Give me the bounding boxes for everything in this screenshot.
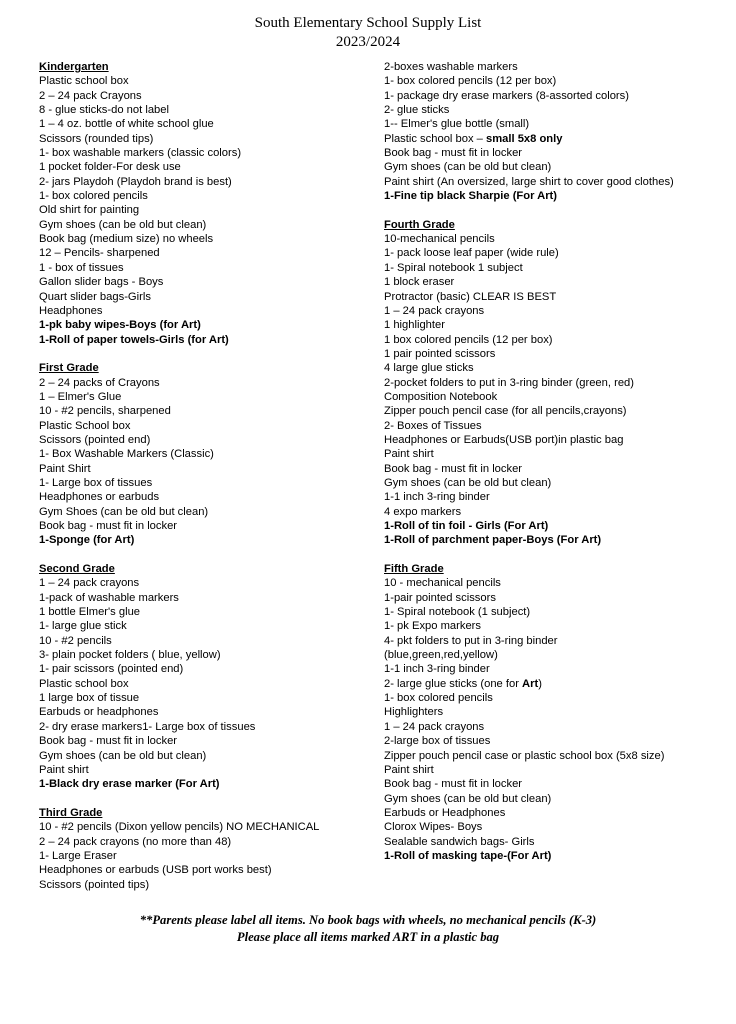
list-item: Highlighters — [384, 706, 444, 719]
left-column — [39, 60, 379, 906]
list-item: Protractor (basic) CLEAR IS BEST — [384, 290, 557, 303]
list-item-text: 2- large glue sticks (one for — [384, 677, 523, 690]
section-heading: Third Grade — [39, 806, 103, 819]
list-item: 2 – 24 packs of Crayons — [39, 376, 160, 389]
list-item: 2- jars Playdoh (Playdoh brand is best) — [39, 175, 232, 188]
document-title — [0, 14, 736, 52]
list-item: Quart slider bags-Girls — [39, 290, 151, 303]
list-item: 2 – 24 pack crayons (no more than 48) — [39, 835, 232, 848]
list-item: 1- Large box of tissues — [39, 476, 153, 489]
section-heading: Fifth Grade — [384, 563, 444, 576]
list-item: Book bag - must fit in locker — [39, 735, 178, 748]
list-item: 10 - mechanical pencils — [384, 577, 501, 590]
list-item: 3- plain pocket folders ( blue, yellow) — [39, 649, 221, 662]
list-item: 4- pkt folders to put in 3-ring binder — [384, 634, 558, 647]
list-item: 12 – Pencils- sharpened — [39, 247, 160, 260]
footer-line-art-bag: Please place all items marked ART in a plastic bag — [236, 930, 500, 944]
list-item-art: 1-Roll of masking tape-(For Art) — [384, 849, 552, 862]
list-item: 10 - #2 pencils, sharpened — [39, 405, 171, 418]
list-item: 1- box colored pencils — [384, 692, 493, 705]
list-item: Plastic School box — [39, 419, 131, 432]
list-item: Old shirt for painting — [39, 204, 140, 217]
list-item: 1- box colored pencils (12 per box) — [384, 75, 557, 88]
list-item — [384, 677, 729, 691]
list-item: 1 pocket folder-For desk use — [39, 161, 181, 174]
list-item: 1- pair scissors (pointed end) — [39, 663, 184, 676]
list-item: 1 - box of tissues — [39, 261, 124, 274]
list-item: Book bag - must fit in locker — [384, 778, 523, 791]
list-item: Sealable sandwich bags- Girls — [384, 835, 535, 848]
list-item: 1 – 24 pack crayons — [384, 304, 485, 317]
list-item: 1- box washable markers (classic colors) — [39, 147, 242, 160]
section-fifth-grade — [384, 562, 729, 863]
list-item: Book bag - must fit in locker — [39, 520, 178, 532]
list-item: 10 - #2 pencils (Dixon yellow pencils) NO MECHANICAL — [39, 821, 320, 834]
list-item: 1- pack loose leaf paper (wide rule) — [384, 247, 559, 260]
list-item: Headphones or earbuds — [39, 491, 160, 504]
list-item: 2 – 24 pack Crayons — [39, 89, 142, 102]
list-item: Book bag - must fit in locker — [384, 462, 523, 475]
list-item: 1 highlighter — [384, 319, 445, 332]
list-item: Scissors (pointed end) — [39, 433, 151, 446]
list-item: 2-boxes washable markers — [384, 61, 518, 73]
list-item: 1 – 24 pack crayons — [384, 720, 485, 733]
list-item: Gym shoes (can be old but clean) — [39, 218, 207, 231]
list-item: Zipper pouch pencil case or plastic school box (5x8 size) — [384, 749, 665, 762]
list-item-art: 1-Roll of paper towels-Girls (for Art) — [39, 333, 229, 346]
section-heading: Second Grade — [39, 563, 115, 576]
list-item: Headphones — [39, 304, 103, 317]
list-item: Headphones or earbuds (USB port works best) — [39, 864, 272, 877]
right-column — [384, 60, 729, 878]
list-item: 2-large box of tissues — [384, 735, 491, 748]
list-item: 1 bottle Elmer's glue — [39, 606, 141, 619]
list-item: Paint shirt — [39, 763, 89, 776]
list-item: Scissors (rounded tips) — [39, 132, 154, 145]
list-item: Gallon slider bags - Boys — [39, 276, 164, 289]
list-item: 1-- Elmer's glue bottle (small) — [384, 118, 530, 131]
list-item-emphasis: small 5x8 only — [485, 132, 563, 145]
list-item-art: 1-Sponge (for Art) — [39, 534, 135, 547]
list-item: Plastic school box — [39, 677, 129, 690]
list-item: 1 pair pointed scissors — [384, 347, 496, 360]
footer-note — [0, 912, 736, 946]
list-item: 1 – 4 oz. bottle of white school glue — [39, 118, 214, 131]
list-item-text: Plastic school box – — [384, 132, 486, 145]
title-year: 2023/2024 — [335, 34, 401, 50]
list-item-art: 1-Black dry erase marker (For Art) — [39, 778, 220, 791]
list-item: 1-pack of washable markers — [39, 591, 179, 604]
list-item-art: 1-Roll of parchment paper-Boys (For Art) — [384, 534, 602, 547]
list-item: (blue,green,red,yellow) — [384, 649, 498, 662]
list-item: Gym shoes (can be old but clean) — [384, 476, 552, 489]
list-item: Scissors (pointed tips) — [39, 878, 150, 891]
section-heading: Fourth Grade — [384, 218, 455, 231]
list-item: 10 - #2 pencils — [39, 634, 112, 647]
list-item: 4 expo markers — [384, 505, 462, 518]
list-item: Earbuds or Headphones — [384, 806, 506, 819]
section-third-grade — [39, 806, 379, 892]
list-item: 1-1 inch 3-ring binder — [384, 663, 490, 676]
list-item: 1 box colored pencils (12 per box) — [384, 333, 553, 346]
section-fourth-grade — [384, 218, 729, 548]
list-item: Book bag - must fit in locker — [384, 147, 523, 160]
list-item: 1- pk Expo markers — [384, 620, 481, 633]
list-item-text: ) — [538, 677, 542, 690]
list-item: Book bag (medium size) no wheels — [39, 233, 214, 246]
list-item: 1- package dry erase markers (8-assorted colors) — [384, 89, 629, 102]
list-item-art: 1-Fine tip black Sharpie (For Art) — [384, 190, 558, 203]
list-item: Gym shoes (can be old but clean) — [384, 161, 552, 174]
list-item: 1- Spiral notebook (1 subject) — [384, 606, 531, 619]
list-item: 1- large glue stick — [39, 620, 127, 633]
list-item: Plastic school box — [39, 75, 129, 88]
list-item: 1- Box Washable Markers (Classic) — [39, 448, 214, 461]
list-item: Composition Notebook — [384, 390, 498, 403]
footer-line-label-items: **Parents please label all items. No book bags with wheels, no mechanical pencils (K-3) — [139, 913, 597, 927]
list-item: Headphones or Earbuds(USB port)in plastic bag — [384, 433, 624, 446]
section-heading: First Grade — [39, 362, 99, 375]
section-second-grade — [39, 562, 379, 792]
section-third-grade-continued — [384, 60, 729, 203]
list-item: Paint shirt — [384, 763, 434, 776]
list-item: Zipper pouch pencil case (for all pencils,crayons) — [384, 405, 627, 418]
list-item: 2- dry erase markers1- Large box of tissues — [39, 720, 256, 733]
list-item: Gym shoes (can be old but clean) — [39, 749, 207, 762]
list-item: 1- Spiral notebook 1 subject — [384, 261, 523, 274]
list-item: 8 - glue sticks-do not label — [39, 104, 169, 117]
list-item-emphasis: Art — [522, 677, 539, 690]
list-item: 4 large glue sticks — [384, 362, 474, 375]
list-item: Gym Shoes (can be old but clean) — [39, 505, 209, 518]
list-item — [384, 132, 729, 146]
list-item: 1 – Elmer's Glue — [39, 390, 122, 403]
list-item: 2-pocket folders to put in 3-ring binder (green, red) — [384, 376, 634, 389]
list-item: Paint shirt — [384, 448, 434, 461]
list-item: 1 large box of tissue — [39, 692, 140, 705]
list-item-art: 1-pk baby wipes-Boys (for Art) — [39, 319, 201, 332]
list-item: 2- Boxes of Tissues — [384, 419, 482, 432]
list-item: 1- box colored pencils — [39, 190, 148, 203]
list-item: 10-mechanical pencils — [384, 233, 495, 246]
list-item: 2- glue sticks — [384, 104, 450, 117]
list-item: 1-pair pointed scissors — [384, 591, 496, 604]
list-item: Paint Shirt — [39, 462, 91, 475]
list-item-art: 1-Roll of tin foil - Girls (For Art) — [384, 520, 549, 532]
list-item: 1 – 24 pack crayons — [39, 577, 140, 590]
list-item: Gym shoes (can be old but clean) — [384, 792, 552, 805]
list-item: 1- Large Eraser — [39, 849, 117, 862]
list-item: Earbuds or headphones — [39, 706, 159, 719]
section-kindergarten — [39, 60, 379, 347]
list-item: Paint shirt (An oversized, large shirt to cover good clothes) — [384, 175, 674, 188]
list-item: Clorox Wipes- Boys — [384, 821, 483, 834]
section-heading: Kindergarten — [39, 61, 109, 73]
list-item: 1-1 inch 3-ring binder — [384, 491, 490, 504]
list-item: 1 block eraser — [384, 276, 455, 289]
section-first-grade — [39, 361, 379, 547]
title-school: South Elementary School Supply List — [254, 15, 482, 31]
